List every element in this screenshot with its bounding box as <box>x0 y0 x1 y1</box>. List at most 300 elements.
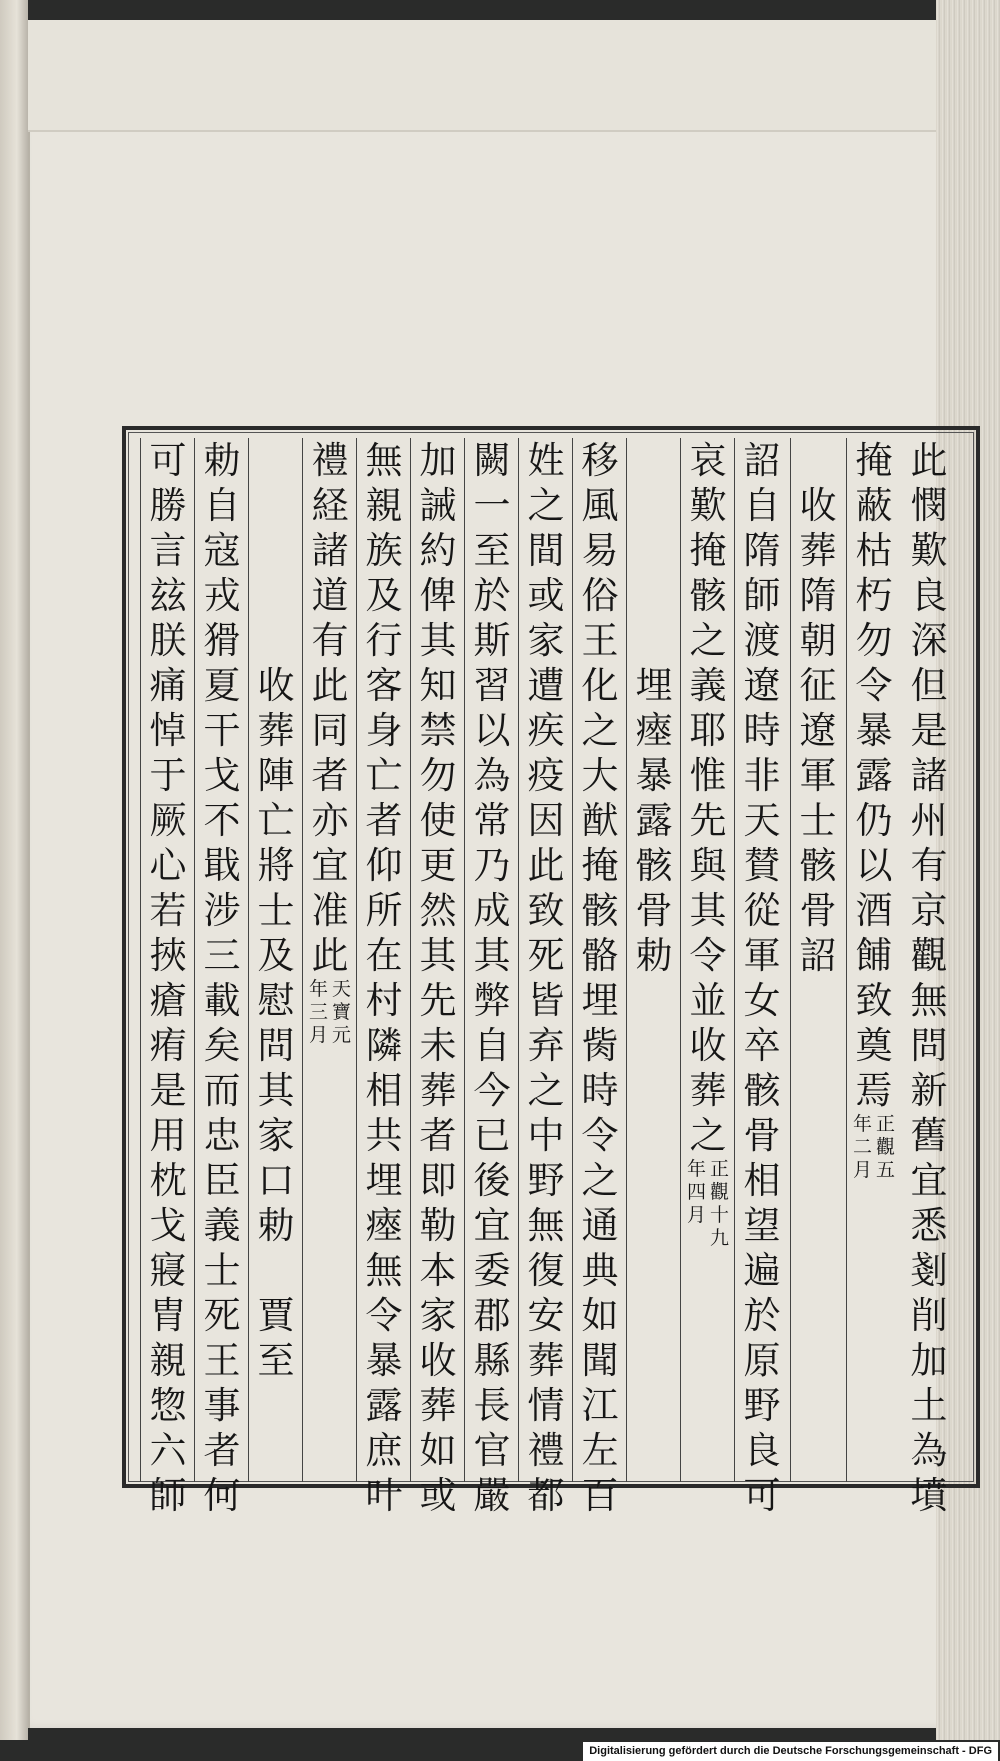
glyph: 可 <box>149 439 187 482</box>
glyph: 耶 <box>689 709 727 752</box>
glyph: 先 <box>419 979 457 1022</box>
glyph: 亦 <box>311 799 349 842</box>
glyph: 都 <box>527 1474 565 1517</box>
glyph: 骸 <box>689 574 727 617</box>
glyph: 瘞 <box>635 709 673 752</box>
glyph: 無 <box>910 979 948 1022</box>
glyph: 非 <box>743 754 781 797</box>
glyph: 與 <box>689 844 727 887</box>
glyph: 觀 <box>910 934 948 977</box>
glyph: 常 <box>473 799 511 842</box>
glyph: 経 <box>311 484 349 527</box>
glyph: 骸 <box>799 844 837 887</box>
glyph: 更 <box>419 844 457 887</box>
glyph: 隋 <box>799 574 837 617</box>
glyph: 其 <box>689 889 727 932</box>
glyph: 乃 <box>473 844 511 887</box>
glyph: 天 <box>743 799 781 842</box>
glyph: 骨 <box>799 889 837 932</box>
glyph: 問 <box>257 1024 295 1067</box>
glyph: 不 <box>203 799 241 842</box>
glyph: 成 <box>473 889 511 932</box>
glyph: 焉 <box>855 1069 893 1112</box>
glyph: 士 <box>203 1249 241 1292</box>
glyph: 加 <box>910 1339 948 1382</box>
glyph: 有 <box>311 619 349 662</box>
glyph: 但 <box>910 664 948 707</box>
text-column <box>194 438 249 1517</box>
glyph: 口 <box>257 1159 295 1202</box>
glyph: 時 <box>581 1069 619 1112</box>
glyph: 之 <box>581 709 619 752</box>
glyph: 野 <box>743 1384 781 1427</box>
glyph: 死 <box>203 1294 241 1337</box>
glyph: 弊 <box>473 979 511 1022</box>
glyph: 女 <box>743 979 781 1022</box>
glyph: 本 <box>419 1249 457 1292</box>
glyph: 義 <box>203 1204 241 1247</box>
glyph: 深 <box>910 619 948 662</box>
glyph: 骼 <box>581 934 619 977</box>
glyph: 朝 <box>799 619 837 662</box>
glyph: 枕 <box>149 1159 187 1202</box>
glyph: 嚴 <box>473 1474 511 1517</box>
glyph: 土 <box>910 1384 948 1427</box>
glyph: 奠 <box>855 1024 893 1067</box>
glyph: 令 <box>365 1294 403 1337</box>
glyph: 為 <box>473 754 511 797</box>
glyph: 今 <box>473 1069 511 1112</box>
glyph: 猷 <box>581 799 619 842</box>
glyph: 典 <box>581 1249 619 1292</box>
glyph: 義 <box>689 664 727 707</box>
glyph: 歎 <box>910 529 948 572</box>
glyph: 埋 <box>365 1159 403 1202</box>
text-column <box>518 438 573 1517</box>
glyph: 是 <box>910 709 948 752</box>
glyph: 葬 <box>419 1384 457 1427</box>
text-column <box>248 438 303 1482</box>
glyph: 共 <box>365 1114 403 1157</box>
glyph: 諸 <box>311 529 349 572</box>
glyph: 於 <box>473 574 511 617</box>
glyph: 掩 <box>581 844 619 887</box>
glyph: 有 <box>910 844 948 887</box>
glyph: 王 <box>581 619 619 662</box>
glyph: 葬 <box>419 1069 457 1112</box>
glyph: 慰 <box>257 979 295 1022</box>
text-column <box>140 438 195 1517</box>
glyph: 新 <box>910 1069 948 1112</box>
glyph: 禮 <box>311 439 349 482</box>
glyph: 死 <box>527 934 565 977</box>
glyph: 此 <box>311 664 349 707</box>
glyph: 于 <box>149 754 187 797</box>
glyph: 令 <box>581 1114 619 1157</box>
glyph: 六 <box>149 1429 187 1472</box>
glyph: 詔 <box>743 439 781 482</box>
glyph: 勿 <box>419 754 457 797</box>
glyph: 委 <box>473 1249 511 1292</box>
glyph: 骸 <box>635 844 673 887</box>
glyph: 葬 <box>799 529 837 572</box>
glyph: 俗 <box>581 574 619 617</box>
glyph: 玆 <box>149 574 187 617</box>
glyph: 族 <box>365 529 403 572</box>
glyph: 若 <box>149 889 187 932</box>
glyph: 痛 <box>149 664 187 707</box>
glyph: 移 <box>581 439 619 482</box>
glyph: 親 <box>365 484 403 527</box>
text-column <box>410 438 465 1517</box>
glyph: 寇 <box>203 529 241 572</box>
glyph: 詔 <box>799 934 837 977</box>
date-annotation: 正 觀 五 年 二 月 <box>852 1113 896 1181</box>
glyph: 勅 <box>203 439 241 482</box>
glyph: 遼 <box>743 664 781 707</box>
text-column <box>464 438 519 1517</box>
glyph: 因 <box>527 799 565 842</box>
glyph: 仍 <box>855 799 893 842</box>
glyph: 埋 <box>635 664 673 707</box>
glyph: 暴 <box>635 754 673 797</box>
glyph: 卒 <box>743 1024 781 1067</box>
glyph: 闕 <box>473 439 511 482</box>
glyph: 約 <box>419 529 457 572</box>
glyph: 墳 <box>910 1474 948 1517</box>
glyph: 渡 <box>743 619 781 662</box>
glyph: 道 <box>311 574 349 617</box>
digitization-credit: Digitalisierung gefördert durch die Deutsche Forschungsgemeinschaft - DFG <box>583 1742 998 1761</box>
glyph: 惟 <box>689 754 727 797</box>
glyph: 剗 <box>910 1249 948 1292</box>
glyph: 隣 <box>365 1024 403 1067</box>
glyph: 遼 <box>799 709 837 752</box>
glyph: 原 <box>743 1339 781 1382</box>
glyph: 載 <box>203 979 241 1022</box>
glyph: 如 <box>419 1429 457 1472</box>
glyph: 枯 <box>855 529 893 572</box>
glyph: 削 <box>910 1294 948 1337</box>
glyph: 誡 <box>419 484 457 527</box>
glyph: 之 <box>689 619 727 662</box>
glyph: 以 <box>855 844 893 887</box>
glyph: 疾 <box>527 709 565 752</box>
glyph: 何 <box>203 1474 241 1517</box>
glyph: 忠 <box>203 1114 241 1157</box>
glyph: 遭 <box>527 664 565 707</box>
glyph: 露 <box>635 799 673 842</box>
glyph: 露 <box>365 1384 403 1427</box>
glyph: 無 <box>365 439 403 482</box>
glyph: 將 <box>257 844 295 887</box>
glyph: 瘞 <box>365 1204 403 1247</box>
date-annotation: 正 觀 十 九 年 四 月 <box>686 1158 730 1249</box>
glyph: 知 <box>419 664 457 707</box>
glyph: 用 <box>149 1114 187 1157</box>
glyph: 勿 <box>855 619 893 662</box>
glyph: 王 <box>203 1339 241 1382</box>
glyph: 涉 <box>203 889 241 932</box>
glyph: 葬 <box>257 709 295 752</box>
glyph: 惣 <box>149 1384 187 1427</box>
glyph: 宜 <box>910 1159 948 1202</box>
glyph: 賛 <box>743 844 781 887</box>
glyph: 京 <box>910 889 948 932</box>
glyph: 其 <box>419 934 457 977</box>
glyph: 家 <box>257 1114 295 1157</box>
glyph: 疫 <box>527 754 565 797</box>
glyph: 士 <box>799 799 837 842</box>
glyph: 在 <box>365 934 403 977</box>
glyph: 習 <box>473 664 511 707</box>
glyph: 及 <box>257 934 295 977</box>
glyph: 矣 <box>203 1024 241 1067</box>
glyph: 瘡 <box>149 979 187 1022</box>
left-page-edge <box>0 0 28 1740</box>
glyph: 自 <box>473 1024 511 1067</box>
glyph: 風 <box>581 484 619 527</box>
glyph: 悉 <box>910 1204 948 1247</box>
glyph: 令 <box>855 664 893 707</box>
glyph: 如 <box>581 1294 619 1337</box>
glyph: 厥 <box>149 799 187 842</box>
glyph: 身 <box>365 709 403 752</box>
glyph: 骨 <box>635 889 673 932</box>
glyph: 野 <box>527 1159 565 1202</box>
glyph: 言 <box>149 529 187 572</box>
glyph: 叶 <box>365 1474 403 1517</box>
date-annotation: 天 寶 元 年 三 月 <box>308 978 352 1046</box>
glyph: 良 <box>910 574 948 617</box>
glyph: 戢 <box>203 844 241 887</box>
glyph: 庶 <box>365 1429 403 1472</box>
glyph: 已 <box>473 1114 511 1157</box>
glyph: 宜 <box>311 844 349 887</box>
glyph: 官 <box>473 1429 511 1472</box>
glyph: 其 <box>419 619 457 662</box>
glyph: 弃 <box>527 1024 565 1067</box>
glyph: 問 <box>910 1024 948 1067</box>
glyph: 骸 <box>581 889 619 932</box>
glyph: 姓 <box>527 439 565 482</box>
glyph: 士 <box>257 889 295 932</box>
glyph: 暴 <box>855 709 893 752</box>
glyph: 皆 <box>527 979 565 1022</box>
glyph: 骸 <box>743 1069 781 1112</box>
glyph: 痏 <box>149 1024 187 1067</box>
glyph: 心 <box>149 844 187 887</box>
glyph: 之 <box>527 1069 565 1112</box>
glyph: 之 <box>689 1114 727 1157</box>
glyph: 為 <box>910 1429 948 1472</box>
glyph: 收 <box>689 1024 727 1067</box>
text-column <box>734 438 789 1517</box>
glyph: 戈 <box>149 1204 187 1247</box>
glyph: 時 <box>743 709 781 752</box>
glyph: 遍 <box>743 1249 781 1292</box>
text-column <box>572 438 627 1517</box>
glyph: 斯 <box>473 619 511 662</box>
glyph: 通 <box>581 1204 619 1247</box>
glyph: 後 <box>473 1159 511 1202</box>
glyph: 安 <box>527 1294 565 1337</box>
glyph: 易 <box>581 529 619 572</box>
glyph: 或 <box>419 1474 457 1517</box>
glyph: 勝 <box>149 484 187 527</box>
glyph: 者 <box>311 754 349 797</box>
glyph: 一 <box>473 484 511 527</box>
glyph: 家 <box>419 1294 457 1337</box>
glyph: 仰 <box>365 844 403 887</box>
glyph: 州 <box>910 799 948 842</box>
glyph: 或 <box>527 574 565 617</box>
glyph: 軍 <box>743 934 781 977</box>
glyph: 情 <box>527 1384 565 1427</box>
glyph: 戈 <box>203 754 241 797</box>
glyph: 戎 <box>203 574 241 617</box>
glyph: 此 <box>910 439 948 482</box>
glyph: 致 <box>855 979 893 1022</box>
glyph: 相 <box>743 1159 781 1202</box>
glyph: 百 <box>581 1474 619 1517</box>
glyph: 露 <box>855 754 893 797</box>
glyph: 猾 <box>203 619 241 662</box>
glyph: 江 <box>581 1384 619 1427</box>
glyph: 未 <box>419 1024 457 1067</box>
glyph: 大 <box>581 754 619 797</box>
glyph: 夏 <box>203 664 241 707</box>
glyph: 勅 <box>635 934 673 977</box>
text-column <box>902 438 956 1517</box>
glyph: 是 <box>149 1069 187 1112</box>
glyph: 准 <box>311 889 349 932</box>
glyph: 收 <box>799 484 837 527</box>
glyph: 親 <box>149 1339 187 1382</box>
glyph: 事 <box>203 1384 241 1427</box>
glyph: 使 <box>419 799 457 842</box>
glyph: 之 <box>527 484 565 527</box>
glyph: 致 <box>527 889 565 932</box>
text-column <box>790 438 845 1482</box>
glyph: 亡 <box>257 799 295 842</box>
glyph: 禮 <box>527 1429 565 1472</box>
glyph: 舊 <box>910 1114 948 1157</box>
author-glyph: 至 <box>257 1339 295 1382</box>
glyph: 掩 <box>689 529 727 572</box>
text-column <box>356 438 411 1517</box>
glyph: 蔽 <box>855 484 893 527</box>
glyph: 同 <box>311 709 349 752</box>
glyph: 此 <box>527 844 565 887</box>
text-column <box>846 438 901 1482</box>
glyph: 朽 <box>855 574 893 617</box>
glyph: 勅 <box>257 1204 295 1247</box>
glyph: 收 <box>257 664 295 707</box>
glyph: 勒 <box>419 1204 457 1247</box>
glyph: 諸 <box>910 754 948 797</box>
glyph: 葬 <box>527 1339 565 1382</box>
glyph: 葬 <box>689 1069 727 1112</box>
glyph: 寢 <box>149 1249 187 1292</box>
glyph: 陣 <box>257 754 295 797</box>
glyph: 聞 <box>581 1339 619 1382</box>
glyph: 復 <box>527 1249 565 1292</box>
glyph: 軍 <box>799 754 837 797</box>
glyph: 先 <box>689 799 727 842</box>
glyph: 暴 <box>365 1339 403 1382</box>
glyph: 隋 <box>743 529 781 572</box>
glyph: 之 <box>581 1159 619 1202</box>
glyph: 從 <box>743 889 781 932</box>
glyph: 埋 <box>581 979 619 1022</box>
glyph: 望 <box>743 1204 781 1247</box>
glyph: 於 <box>743 1294 781 1337</box>
glyph: 宜 <box>473 1204 511 1247</box>
glyph: 此 <box>311 934 349 977</box>
glyph: 間 <box>527 529 565 572</box>
glyph: 自 <box>743 484 781 527</box>
glyph: 無 <box>527 1204 565 1247</box>
glyph: 所 <box>365 889 403 932</box>
glyph: 而 <box>203 1069 241 1112</box>
glyph: 良 <box>743 1429 781 1472</box>
flyleaf-edge <box>28 20 968 132</box>
glyph: 及 <box>365 574 403 617</box>
glyph: 即 <box>419 1159 457 1202</box>
glyph: 亡 <box>365 754 403 797</box>
glyph: 以 <box>473 709 511 752</box>
glyph: 骨 <box>743 1114 781 1157</box>
glyph: 挾 <box>149 934 187 977</box>
glyph: 可 <box>743 1474 781 1517</box>
glyph: 至 <box>473 529 511 572</box>
glyph: 師 <box>149 1474 187 1517</box>
glyph: 然 <box>419 889 457 932</box>
glyph: 餔 <box>855 934 893 977</box>
glyph: 胔 <box>581 1024 619 1067</box>
glyph: 禁 <box>419 709 457 752</box>
glyph: 者 <box>203 1429 241 1472</box>
glyph: 長 <box>473 1384 511 1427</box>
glyph: 化 <box>581 664 619 707</box>
glyph: 臣 <box>203 1159 241 1202</box>
glyph: 胄 <box>149 1294 187 1337</box>
glyph: 其 <box>257 1069 295 1112</box>
glyph: 加 <box>419 439 457 482</box>
glyph: 自 <box>203 484 241 527</box>
glyph: 行 <box>365 619 403 662</box>
glyph: 朕 <box>149 619 187 662</box>
glyph: 三 <box>203 934 241 977</box>
glyph: 者 <box>419 1114 457 1157</box>
glyph: 歎 <box>689 484 727 527</box>
glyph: 悼 <box>149 709 187 752</box>
glyph: 征 <box>799 664 837 707</box>
glyph: 郡 <box>473 1294 511 1337</box>
glyph: 令 <box>689 934 727 977</box>
glyph: 者 <box>365 799 403 842</box>
glyph: 村 <box>365 979 403 1022</box>
glyph: 中 <box>527 1114 565 1157</box>
glyph: 干 <box>203 709 241 752</box>
glyph: 縣 <box>473 1339 511 1382</box>
glyph: 收 <box>419 1339 457 1382</box>
glyph: 憫 <box>910 484 948 527</box>
glyph: 家 <box>527 619 565 662</box>
glyph: 並 <box>689 979 727 1022</box>
glyph: 相 <box>365 1069 403 1112</box>
